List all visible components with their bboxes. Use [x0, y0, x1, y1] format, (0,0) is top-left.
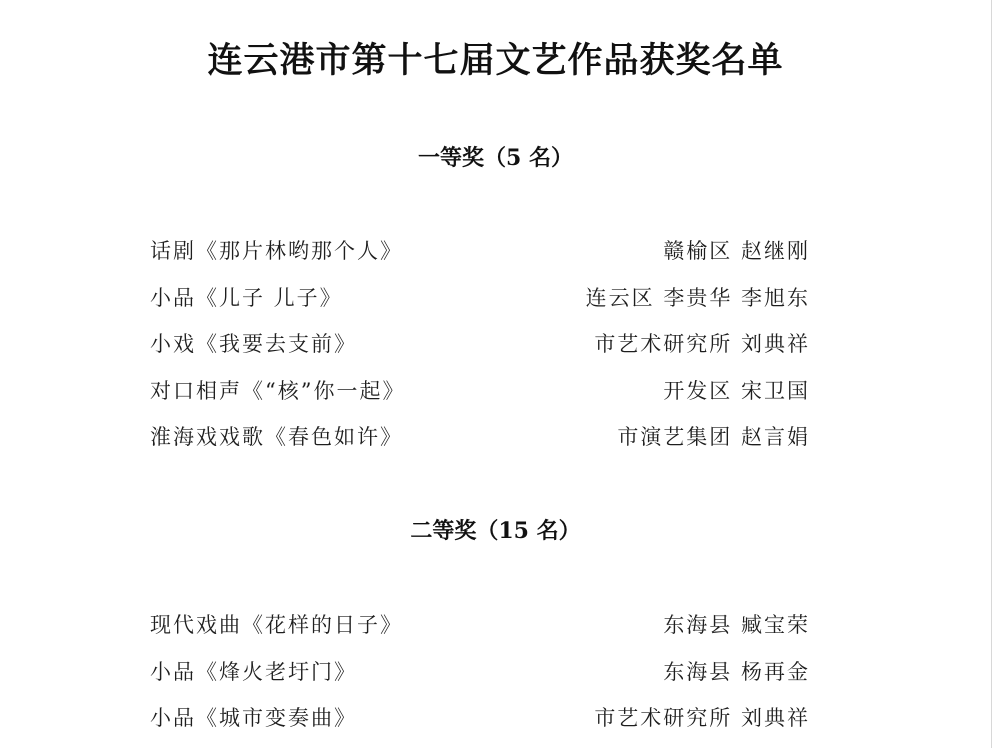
award-entry: [150, 236, 810, 283]
work-title: 对口相声《“核”你一起》: [150, 378, 406, 403]
work-title: 淮海戏戏歌《春色如许》: [150, 425, 403, 450]
first-prize-list: [150, 236, 810, 469]
work-credit: 市艺术研究所 刘典祥: [594, 332, 810, 357]
second-prize-list: [150, 610, 810, 750]
work-credit: 赣榆区 赵继刚: [663, 239, 810, 263]
work-credit: 东海县 臧宝荣: [663, 613, 810, 637]
document-title: 连云港市第十七届文艺作品获奖名单: [207, 40, 784, 81]
award-entry: [150, 376, 810, 423]
award-entry: [150, 610, 810, 657]
work-title: 话剧《那片林哟那个人》: [150, 239, 403, 263]
award-entry: [150, 329, 810, 376]
work-title: 现代戏曲《花样的日子》: [150, 613, 403, 637]
work-title: 小品《城市变奏曲》: [150, 706, 357, 731]
work-title: 小戏《我要去支前》: [150, 332, 357, 357]
second-prize-heading: 二等奖（15 名）: [410, 518, 581, 544]
award-entry: [150, 422, 810, 469]
work-credit: 连云区 李贵华 李旭东: [585, 285, 810, 310]
work-credit: 市演艺集团 赵言娟: [617, 425, 810, 450]
award-entry: [150, 703, 810, 750]
work-title: 小品《烽火老圩门》: [150, 659, 357, 684]
work-credit: 东海县 杨再金: [663, 659, 810, 684]
work-credit: 市艺术研究所 刘典祥: [594, 706, 810, 731]
award-entry: [150, 657, 810, 704]
work-credit: 开发区 宋卫国: [663, 378, 810, 403]
award-entry: [150, 283, 810, 330]
work-title: 小品《儿子 儿子》: [150, 285, 343, 310]
first-prize-heading: 一等奖（5 名）: [418, 145, 573, 171]
